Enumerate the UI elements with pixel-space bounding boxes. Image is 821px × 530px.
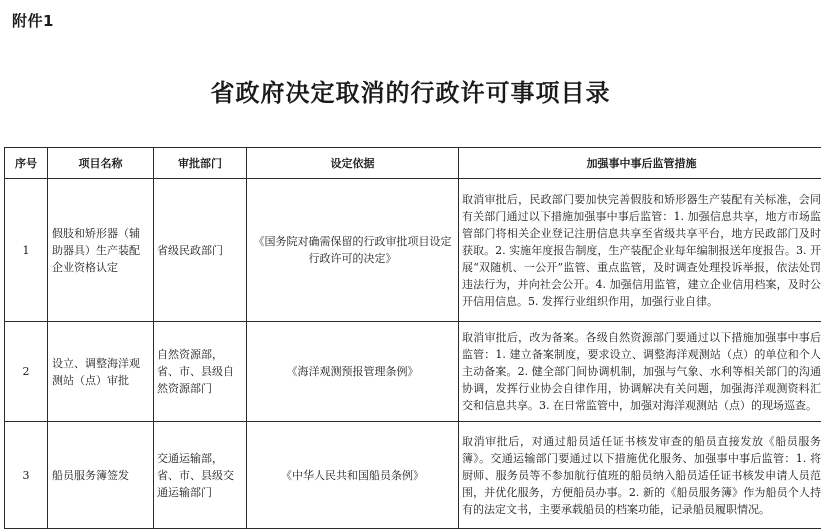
row-number: 1 [5, 179, 48, 322]
table-row [5, 179, 821, 322]
legal-basis: 《海洋观测预报管理条例》 [247, 322, 459, 422]
table-header-row [5, 148, 821, 179]
legal-basis: 《中华人民共和国船员条例》 [247, 422, 459, 529]
column-header-dept: 审批部门 [154, 148, 247, 179]
approval-department: 自然资源部，省、市、县级自然资源部门 [154, 322, 247, 422]
column-header-measures: 加强事中事后监管措施 [459, 148, 821, 179]
column-header-no: 序号 [5, 148, 48, 179]
attachment-label: 附件1 [12, 12, 54, 30]
page-title: 省政府决定取消的行政许可事项目录 [210, 78, 611, 107]
table-row [5, 322, 821, 422]
table-row [5, 422, 821, 529]
approval-department: 交通运输部，省、市、县级交通运输部门 [154, 422, 247, 529]
supervision-measures: 取消审批后，对通过船员适任证书核发审查的船员直接发放《船员服务簿》。交通运输部门要通过以下措施优化服务、加强事中事后监管：1. 将厨师、服务员等不参加航行值班的船员纳入船员适任证书核发申请人员范围，并优化服务，方便船员办事。2. 新的《船员服务簿》作为船员个人持有的法定文书，主要承载船员的档案功能，记录船员履职情况。 [459, 422, 821, 529]
row-number: 3 [5, 422, 48, 529]
item-name: 设立、调整海洋观测站（点）审批 [48, 322, 154, 422]
column-header-basis: 设定依据 [247, 148, 459, 179]
item-name: 船员服务簿签发 [48, 422, 154, 529]
supervision-measures: 取消审批后，改为备案。各级自然资源部门要通过以下措施加强事中事后监管：1. 建立备案制度，要求设立、调整海洋观测站（点）的单位和个人主动备案。2. 健全部门间协调机制，加强与气象、水利等相关部门的沟通协调，发挥行业协会自律作用，协调解决有关问题，加强海洋观测资料汇交和信息共享。3. 在日常监管中，加强对海洋观测站（点）的现场巡查。 [459, 322, 821, 422]
supervision-measures: 取消审批后，民政部门要加快完善假肢和矫形器生产装配有关标准，会同有关部门通过以下措施加强事中事后监管：1. 加强信息共享，地方市场监管部门将相关企业登记注册信息共享至省级共享平台，地方民政部门及时获取。2. 实施年度报告制度，生产装配企业每年编制报送年度报告。3. 开展“双随机、一公开”监管、重点监管，及时调查处理投诉举报，依法处罚违法行为，并向社会公开。4. 加强信用监管，建立企业信用档案，及时公开信用信息。5. 发挥行业组织作用，加强行业自律。 [459, 179, 821, 322]
item-name: 假肢和矫形器（辅助器具）生产装配企业资格认定 [48, 179, 154, 322]
legal-basis: 《国务院对确需保留的行政审批项目设定行政许可的决定》 [247, 179, 459, 322]
column-header-name: 项目名称 [48, 148, 154, 179]
row-number: 2 [5, 322, 48, 422]
cancelled-items-table [4, 147, 821, 529]
approval-department: 省级民政部门 [154, 179, 247, 322]
